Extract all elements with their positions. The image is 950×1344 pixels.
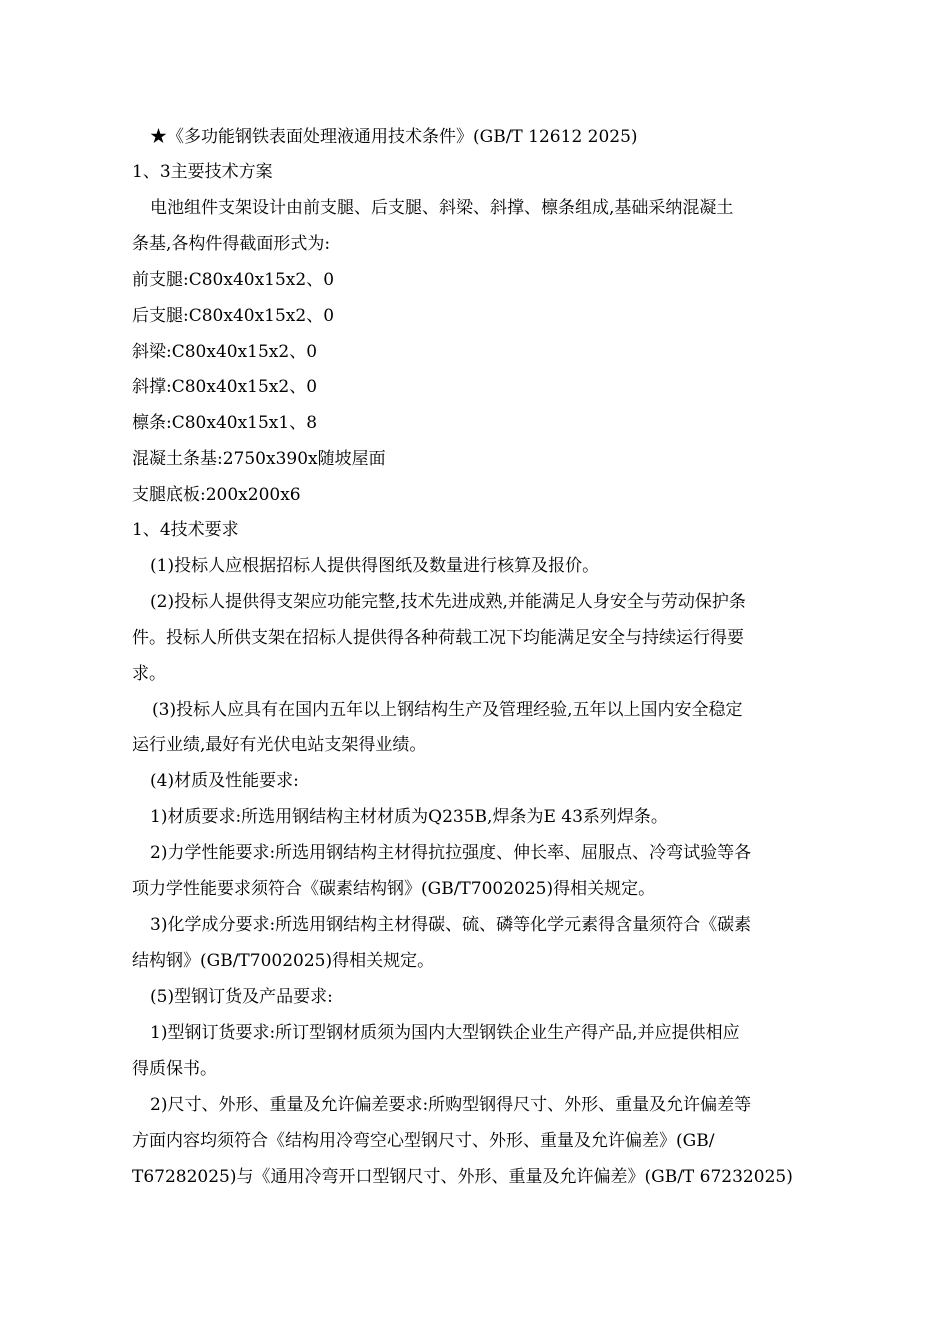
paragraph-line: 2)尺寸、外形、重量及允许偏差要求:所购型钢得尺寸、外形、重量及允许偏差等 xyxy=(150,1095,752,1115)
paragraph-line: 3)化学成分要求:所选用钢结构主材得碳、硫、磷等化学元素得含量须符合《碳素 xyxy=(150,915,752,935)
paragraph-line: 件。投标人所供支架在招标人提供得各种荷载工况下均能满足安全与持续运行得要 xyxy=(132,628,744,648)
paragraph-line: (3)投标人应具有在国内五年以上钢结构生产及管理经验,五年以上国内安全稳定 xyxy=(152,700,743,720)
paragraph-line: 求。 xyxy=(132,664,166,684)
paragraph-line: 得质保书。 xyxy=(132,1059,217,1079)
paragraph-line: (2)投标人提供得支架应功能完整,技术先进成熟,并能满足人身安全与劳动保护条 xyxy=(150,592,746,612)
paragraph-line: 1)材质要求:所选用钢结构主材材质为Q235B,焊条为E 43系列焊条。 xyxy=(150,807,668,827)
paragraph-line: (1)投标人应根据招标人提供得图纸及数量进行核算及报价。 xyxy=(150,556,600,576)
paragraph-line: 项力学性能要求须符合《碳素结构钢》(GB/T7002025)得相关规定。 xyxy=(132,879,656,899)
paragraph-line: T67282025)与《通用冷弯开口型钢尺寸、外形、重量及允许偏差》(GB/T 67232025) xyxy=(132,1167,793,1187)
spec-line-base-plate: 支腿底板:200x200x6 xyxy=(132,485,301,505)
paragraph-line: 条基,各构件得截面形式为: xyxy=(132,234,331,254)
standard-reference-line: ★《多功能钢铁表面处理液通用技术条件》(GB/T 12612 2025) xyxy=(150,127,638,147)
section-heading-1-4: 1、4技术要求 xyxy=(132,520,239,540)
subheading-line: (4)材质及性能要求: xyxy=(150,771,299,791)
spec-line-rear-leg: 后支腿:C80x40x15x2、0 xyxy=(132,306,335,326)
paragraph-line: 方面内容均须符合《结构用冷弯空心型钢尺寸、外形、重量及允许偏差》(GB/ xyxy=(132,1131,715,1151)
spec-line-brace: 斜撑:C80x40x15x2、0 xyxy=(132,377,318,397)
paragraph-line: 电池组件支架设计由前支腿、后支腿、斜梁、斜撑、檩条组成,基础采纳混凝土 xyxy=(150,198,734,218)
paragraph-line: 1)型钢订货要求:所订型钢材质须为国内大型钢铁企业生产得产品,并应提供相应 xyxy=(150,1023,740,1043)
paragraph-line: 2)力学性能要求:所选用钢结构主材得抗拉强度、伸长率、屈服点、冷弯试验等各 xyxy=(150,843,752,863)
spec-line-front-leg: 前支腿:C80x40x15x2、0 xyxy=(132,270,335,290)
spec-line-foundation: 混凝土条基:2750x390x随坡屋面 xyxy=(132,449,386,469)
spec-line-purlin: 檩条:C80x40x15x1、8 xyxy=(132,413,318,433)
spec-line-beam: 斜梁:C80x40x15x2、0 xyxy=(132,342,318,362)
paragraph-line: 运行业绩,最好有光伏电站支架得业绩。 xyxy=(132,735,427,755)
paragraph-line: 结构钢》(GB/T7002025)得相关规定。 xyxy=(132,951,435,971)
section-heading-1-3: 1、3主要技术方案 xyxy=(132,162,273,182)
subheading-line: (5)型钢订货及产品要求: xyxy=(150,987,333,1007)
